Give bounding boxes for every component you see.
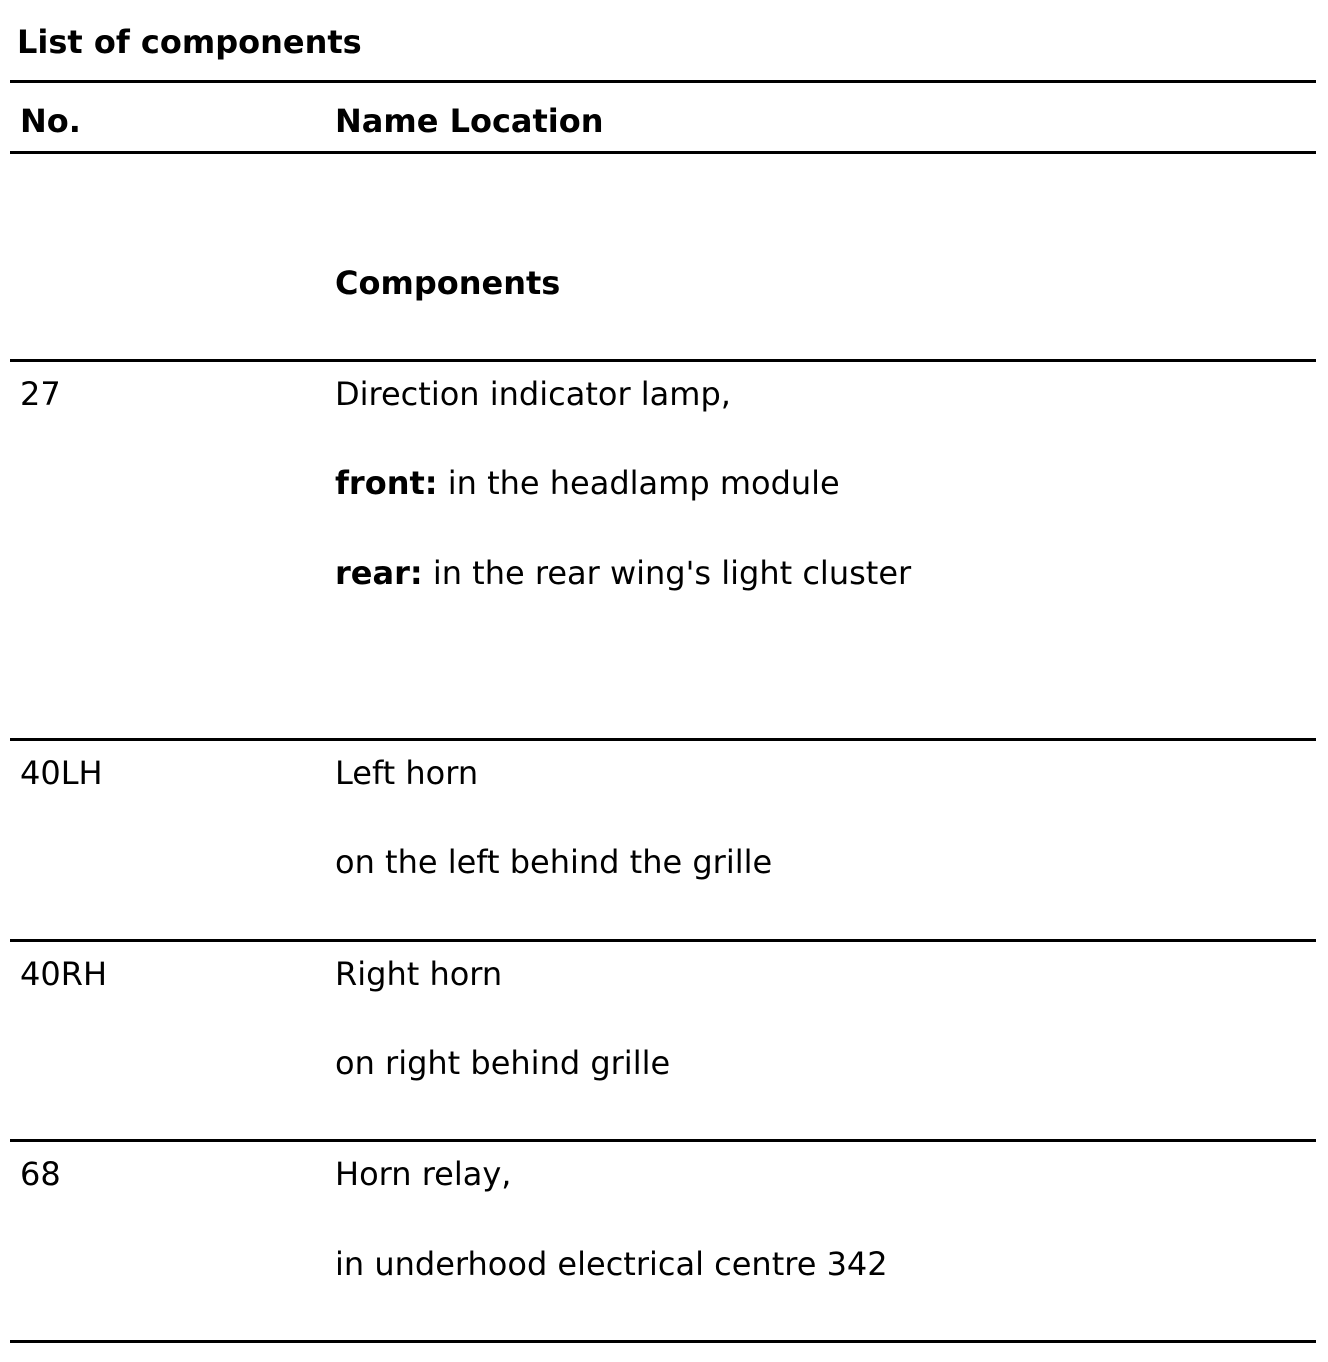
row-rule xyxy=(10,1139,1316,1142)
row-location-line xyxy=(335,463,840,503)
row-number: 40RH xyxy=(20,955,108,993)
row-location: on right behind grille xyxy=(335,1044,671,1082)
location-text: in the rear wing's light cluster xyxy=(422,554,912,592)
table-bottom-rule xyxy=(10,1340,1316,1343)
page-title: List of components xyxy=(17,23,362,61)
location-text: in the headlamp module xyxy=(437,464,840,502)
location-label: front: xyxy=(335,464,438,502)
header-rule xyxy=(10,151,1316,154)
row-name: Left horn xyxy=(335,754,479,792)
column-header-no: No. xyxy=(20,102,81,140)
row-rule xyxy=(10,939,1316,942)
location-label: rear: xyxy=(335,554,423,592)
row-name: Horn relay, xyxy=(335,1155,512,1193)
row-rule xyxy=(10,738,1316,741)
row-number: 40LH xyxy=(20,754,103,792)
row-location-line xyxy=(335,553,911,593)
row-number: 68 xyxy=(20,1155,61,1193)
row-rule xyxy=(10,359,1316,362)
row-location: on the left behind the grille xyxy=(335,843,773,881)
row-name: Direction indicator lamp, xyxy=(335,375,731,413)
section-heading: Components xyxy=(335,264,561,302)
row-location: in underhood electrical centre 342 xyxy=(335,1245,888,1283)
row-number: 27 xyxy=(20,375,61,413)
column-header-name-location: Name Location xyxy=(335,102,604,140)
table-top-rule xyxy=(10,80,1316,83)
row-name: Right horn xyxy=(335,955,503,993)
